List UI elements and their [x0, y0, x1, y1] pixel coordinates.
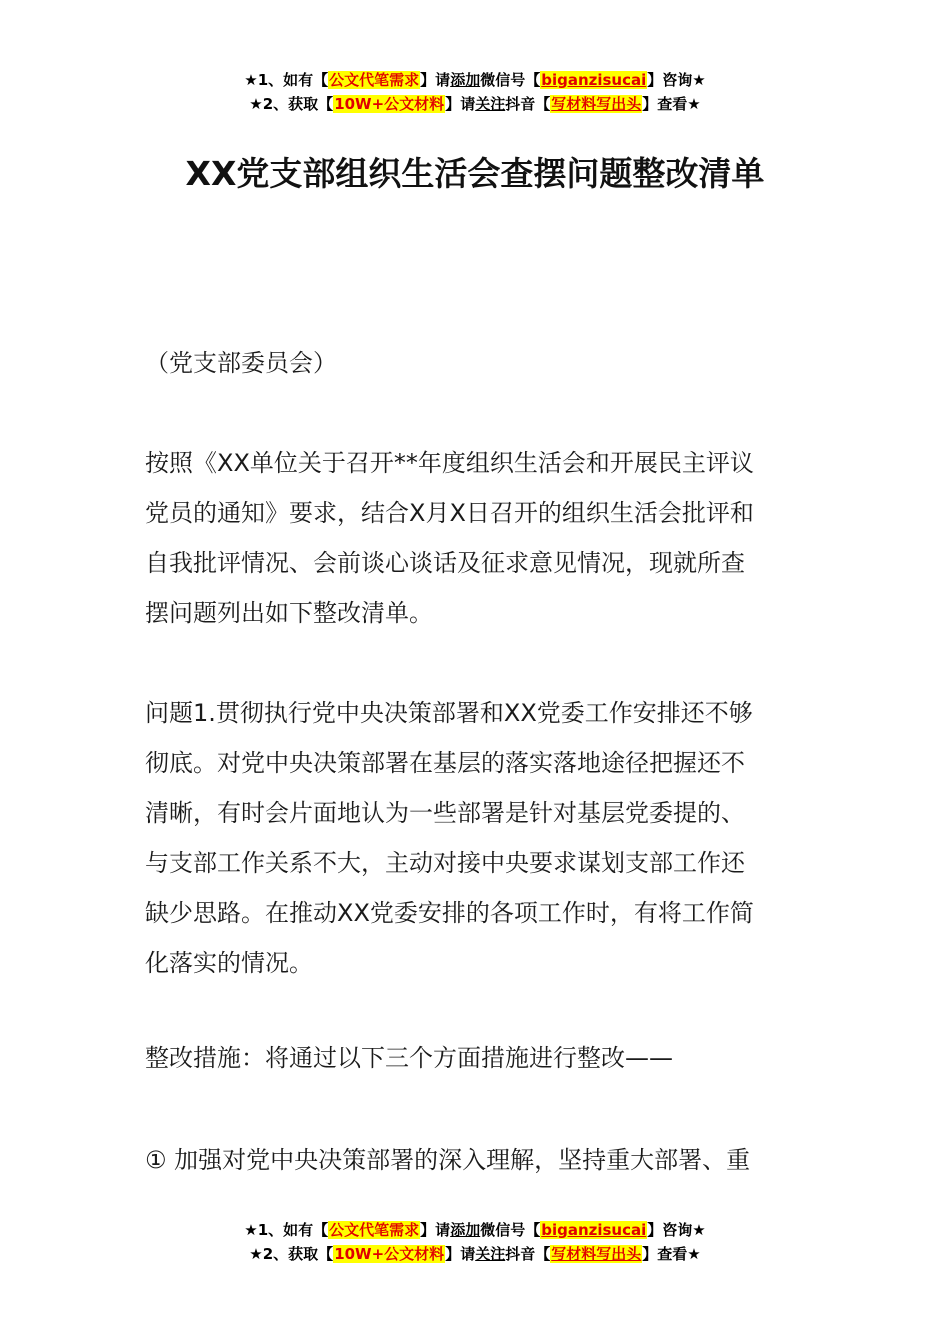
banner-line-2: ★2、获取【10W+公文材料】请关注抖音【写材料写出头】查看★	[249, 1245, 701, 1263]
banner-line-1: ★1、如有【公文代笔需求】请添加微信号【biganzisucai】咨询★	[244, 1221, 706, 1239]
banner-line-2: ★2、获取【10W+公文材料】请关注抖音【写材料写出头】查看★	[249, 95, 701, 113]
wechat-id-highlight: biganzisucai	[541, 1221, 647, 1239]
douyin-id-highlight: 写材料写出头	[551, 1245, 642, 1263]
materials-highlight: 10W+公文材料	[334, 1245, 445, 1263]
measure-item-1: ① 加强对党中央决策部署的深入理解，坚持重大部署、重	[145, 1146, 751, 1174]
ghostwriting-highlight: 公文代笔需求	[329, 71, 420, 89]
intro-paragraph: 按照《XX单位关于召开**年度组织生活会和开展民主评议 党员的通知》要求，结合X月X日召开的组织生活会批评和 自我批评情况、会前谈心谈话及征求意见情况，现就所查 摆问题列出如下整改清单。	[145, 449, 754, 627]
measures-paragraph: 整改措施：将通过以下三个方面措施进行整改——	[145, 1044, 673, 1072]
wechat-id-highlight: biganzisucai	[541, 71, 647, 89]
committee-label: （党支部委员会）	[145, 349, 337, 377]
issue-1-paragraph: 问题1.贯彻执行党中央决策部署和XX党委工作安排还不够 彻底。对党中央决策部署在基层的落实落地途径把握还不 清晰，有时会片面地认为一些部署是针对基层党委提的、 与支部工作关系不大，主动对接中央要求谋划支部工作还 缺少思路。在推动XX党委安排的各项工作时，有将工作简 化落实的情况。	[145, 699, 754, 977]
banner-line-1: ★1、如有【公文代笔需求】请添加微信号【biganzisucai】咨询★	[244, 71, 706, 89]
ghostwriting-highlight: 公文代笔需求	[329, 1221, 420, 1239]
bottom-banner	[0, 1218, 950, 1266]
top-banner	[0, 68, 950, 116]
materials-highlight: 10W+公文材料	[334, 95, 445, 113]
document-title: XX党支部组织生活会查摆问题整改清单	[185, 154, 765, 193]
douyin-id-highlight: 写材料写出头	[551, 95, 642, 113]
